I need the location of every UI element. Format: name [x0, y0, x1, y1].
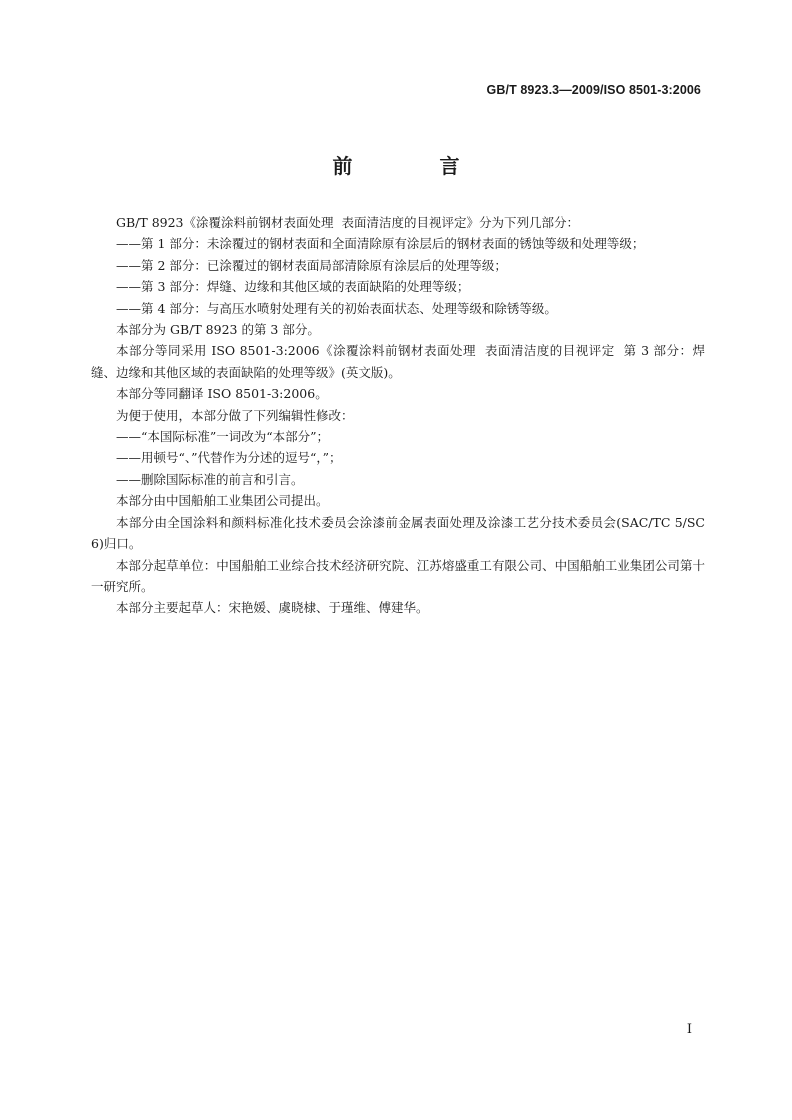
- list-item-edit-2: ——用顿号“、”代替作为分述的逗号“，”；: [116, 450, 342, 466]
- list-item-edit-1: ——“本国际标准”一词改为“本部分”；: [116, 429, 330, 445]
- paragraph-parts-intro: GB/T 8923《涂覆涂料前钢材表面处理 表面清洁度的目视评定》分为下列几部分：: [116, 215, 579, 230]
- list-item-part-1: ——第 1 部分：未涂覆过的钢材表面和全面清除原有涂层后的钢材表面的锈蚀等级和处理等级；: [116, 236, 645, 252]
- paragraph-part-statement: 本部分为 GB/T 8923 的第 3 部分。: [116, 322, 320, 338]
- paragraph-edits-intro: 为便于使用，本部分做了下列编辑性修改：: [116, 407, 354, 423]
- foreword-body: [91, 212, 709, 619]
- page-title: 前 言: [332, 154, 500, 178]
- paragraph-translation: 本部分等同翻译 ISO 8501-3:2006。: [116, 386, 328, 402]
- list-item-part-2: ——第 2 部分：已涂覆过的钢材表面局部清除原有涂层后的处理等级；: [116, 257, 507, 273]
- paragraph-committee: 本部分由全国涂料和颜料标准化技术委员会涂漆前金属表面处理及涂漆工艺分技术委员会(SAC/TC 5/SC 6)归口。: [91, 514, 709, 552]
- paragraph-drafting-units: 本部分起草单位：中国船舶工业综合技术经济研究院、江苏熔盛重工有限公司、中国船舶工业集团公司第十一研究所。: [91, 557, 705, 594]
- list-item-part-3: ——第 3 部分：焊缝、边缘和其他区域的表面缺陷的处理等级；: [116, 279, 470, 295]
- standard-code: GB/T 8923.3—2009/ISO 8501-3:2006: [486, 83, 701, 97]
- page-number: I: [686, 1022, 692, 1037]
- paragraph-adoption: 本部分等同采用 ISO 8501-3:2006《涂覆涂料前钢材表面处理 表面清洁度的目视评定 第 3 部分：焊缝、边缘和其他区域的表面缺陷的处理等级》(英文版)。: [91, 343, 705, 380]
- paragraph-drafters: 本部分主要起草人：宋艳媛、虞晓棣、于瑾维、傅建华。: [116, 600, 429, 616]
- list-item-part-4: ——第 4 部分：与高压水喷射处理有关的初始表面状态、处理等级和除锈等级。: [116, 300, 557, 316]
- list-item-edit-3: ——删除国际标准的前言和引言。: [116, 471, 304, 487]
- paragraph-proposer: 本部分由中国船舶工业集团公司提出。: [116, 493, 329, 509]
